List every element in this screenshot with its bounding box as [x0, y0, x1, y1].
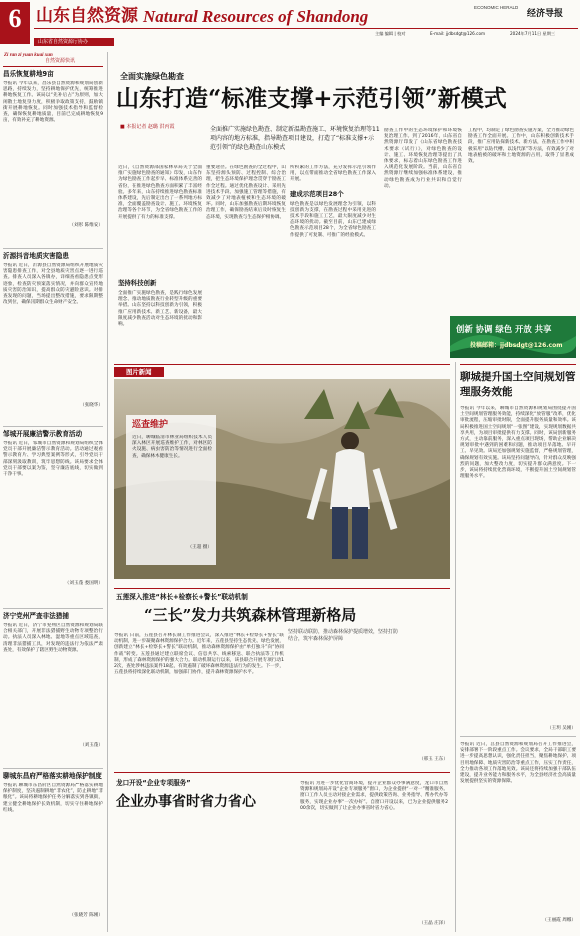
photo-news-section: [114, 364, 450, 582]
lead-col-1: [118, 165, 202, 335]
section-name: 经济导报: [527, 9, 564, 19]
mid-article-quote: 坚持联动联防，推动森林保护提质增效，坚持打防结合，筑牢森林保护屏障: [288, 629, 399, 642]
sidebar-item-author: （张晓华）: [80, 403, 103, 408]
mid-article: [114, 588, 450, 768]
masthead-cn-title: 山东自然资源: [36, 6, 138, 26]
lead-col-1-text: 近日，《自然资源部国家林草局关于全面推广实施绿色勘查的通知》印发，山东作为绿色勘查工作起步早、标准体系完善的省份，在推进绿色勘查方面积累了丰富经验。多年来，山东持续推进绿色勘查标准体系建设，先后制定出台了一系列地方标准，全面覆盖勘查设计、施工、环境恢复治理等各个环节，为全省绿色勘查工作的开展提供了有力的标准支撑。: [118, 165, 202, 220]
right-article-author: （王玥 吴刚）: [546, 726, 576, 731]
sidebar-logo-rule: [3, 66, 103, 67]
sidebar-item: [3, 70, 103, 229]
bottom-article-author: （王晶 庄泽）: [418, 921, 448, 926]
sidebar-item: [3, 772, 103, 919]
lead-col-2: 重要途径。在绿色勘查的全过程中，山东坚持源头预防、过程控制、综合治理，把生态环境保护理念贯穿于勘查工作全过程。通过优化勘查设计、采用先进技术手段、加强施工管理等措施，有效减少了对地表植被和生态环境的破坏。同时，山东加强勘查后期环境恢复治理工作，确保勘查结束后及时恢复生态环境，实现勘查与生态保护相协调。: [206, 165, 286, 220]
sidebar-item-body: 导报讯 近日，济宁市兖州区自然资源和规划局联合相关部门，开展非法猎捕野生动物专项整治行动。执法人员深入林地、湿地等重点区域巡查，清理非法猎捕工具，对发现的违法行为依法严肃查处，有效保护了辖区野生动物资源。: [3, 623, 103, 653]
photo-news-label: 图片新闻: [126, 368, 152, 376]
right-article-rule: [460, 364, 576, 365]
right-article-body: 导报讯 今年以来，聊城市自然资源和规划局围绕提升国土空间规划管理服务效能，持续深化“放管服”改革，优化审批流程，压缩审批时限，全面提升服务质量和效率。该局积极推进国土空间规划“一张图”建设，实现规划数据共享共用，为项目审批提供有力支撑。同时，该局创新服务方式，主动靠前服务，深入重点项目现场，帮助企业解决规划审批中遇到的困难和问题，推动项目早落地、早开工、早见效。该局还加强规划实施监督，严格规划管理，确保规划有效实施。该局坚持问题导向，针对群众反映强烈的问题，加大整改力度，切实提升群众满意度。下一步，该局将持续优化营商环境，不断提升国土空间规划管理服务水平。: [460, 406, 576, 480]
page-number: 6: [8, 4, 22, 33]
mid-article-author: （邢玉 王东）: [418, 757, 448, 762]
right-article2-author: （王丽霞 周娜）: [542, 918, 576, 923]
editor-line: 主编 编辑 | 校对: [375, 31, 406, 36]
sidebar-item-body: 导报讯 今年以来，昌乐县自然资源和规划局创新思路，持续发力，坚持耕地保护优先，统筹推进耕地恢复工作。该局以“先补后占”为原则，加大闲散土地复垦力度，积极争取政策支持，鼓励镇街开展耕地恢复。同时加强技术指导和监督检查，确保恢复耕地质量，目前已完成耕地恢复9亩，有效补充了耕地资源。: [3, 81, 103, 124]
right-article-title: 聊城提升国土空间规划管理服务效能: [460, 371, 576, 398]
sidebar-logo: Zi ran zi yuan kuai xun: [4, 53, 53, 58]
sidebar-item: [3, 252, 103, 409]
ad-banner: [450, 316, 576, 358]
sidebar-item: [3, 612, 103, 749]
sidebar-item-title: 邹城开展廉洁警示教育活动: [3, 430, 83, 438]
email-line: E-mail: jjdbsdgt@126.com: [430, 31, 486, 36]
sidebar-divider: [3, 426, 103, 427]
lead-kicker: 全面实施绿色勘查: [120, 72, 184, 81]
sidebar-item: [3, 430, 103, 587]
sidebar-item-body: 导报讯 聊城市东昌府区自然资源局严格落实耕地保护制度，坚决遏制耕地“非农化”，防止耕地“非粮化”。该局将耕地保护任务分解落实到各镇街，建立健全耕地保护长效机制，切实守住耕地保护红线。: [3, 783, 103, 813]
bottom-article: [114, 772, 450, 932]
photo-caption: 近日，聊城临清市林业局组织技术人员深入林区开展巡查维护工作，对林区防火设施、病虫害防治等情况进行全面检查，确保林木健康生长。: [132, 435, 212, 459]
photo-author: （王超 摄）: [187, 545, 212, 550]
sidebar-item-author: （张晓芳 陈刚）: [69, 913, 103, 918]
bottom-article-body: 导报讯 为进一步优化营商环境，提升企业群众办事满意度，龙口市自然资源和规划局开设“企业专项服务”窗口，为企业提供“一对一”精准服务。窗口工作人员主动对接企业需求，提供政策咨询、业务指导、帮办代办等服务，实现企业办事“一次办好”。自窗口开设以来，已为企业提供服务200余次，切实做到了让企业办事省时省力省心。: [300, 781, 448, 811]
lead-col-3-text: 所积累的工作方法，充分发挥示范引领作用，以点带面推动全省绿色勘查工作深入开展。: [290, 165, 376, 183]
lead-col-1b-text: 全面推广实施绿色勘查，是践行绿色发展理念、推动地质勘查行业转型升级的重要举措。山东坚持以科技创新为引领，积极推广应用新技术、新工艺、新设备，最大限度减少勘查活动对生态环境的扰动和影响。: [118, 291, 202, 328]
sidebar-divider: [3, 248, 103, 249]
sidebar-separator: [107, 52, 108, 932]
ad-slogan: 创新 协调 绿色 开放 共享: [456, 324, 552, 334]
date-line: 2024年7月11日 星期三: [510, 31, 556, 36]
sidebar-item-body: 导报讯 近日，邹城市自然资源和规划局组织全体党员干部开展廉洁警示教育活动。活动通过观看警示教育片、学习典型案例等形式，引导党员干部深刻汲取教训，筑牢思想防线。该局要求全体党员干部要以案为鉴，坚守廉洁底线，切实做到干净干事。: [3, 441, 103, 478]
right-article-divider: [460, 736, 576, 737]
sidebar-logo-sub: 自然资源快讯: [45, 58, 76, 64]
photo-caption-box: [126, 415, 216, 565]
ad-email: 投稿邮箱：jjdbsdgt@126.com: [470, 342, 563, 349]
mid-article-kicker: 五莲深入推进“林长+检察长+警长”联动机制: [116, 593, 248, 601]
lead-subhead-1: 坚持科技创新: [118, 279, 157, 287]
ad-leaf-graphic: [450, 316, 576, 358]
photo-title: 巡查维护: [132, 420, 169, 430]
sidebar-item-author: （刘玉蓬 娄国明）: [64, 581, 103, 586]
bottom-article-title: 企业办事省时省力省心: [116, 794, 256, 810]
mid-article-body: 导报讯 日前，五莲县召开林长制工作推进会议，深入推进“林长+检察长+警长”联动机制，进一步凝聚森林资源保护合力。近年来，五莲县坚持生态优先、绿色发展，创新建立“林长+检察长+警长”联动机制，推动森林资源保护由“单打独斗”向“协同作战”转变。五莲县通过建立联席会议、信息共享、线索移送、联合执法等工作机制，形成了森林资源保护的强大合力。联动机制运行以来，该县联合开展专项行动12次，查处涉林违法案件18起，有效遏制了破坏森林资源违法行为的发生。下一步，五莲县将持续深化联动机制，加强部门协作，提升森林资源保护水平。: [114, 633, 284, 676]
sidebar-divider: [3, 608, 103, 609]
lead-col-3: [290, 165, 376, 355]
sidebar-item-title: 昌乐恢复耕地9亩: [3, 70, 54, 78]
sidebar-item-author: （刘彤 陈维安）: [69, 223, 103, 228]
mid-article-title: “三长”发力共筑森林管理新格局: [144, 606, 357, 624]
sidebar-item-title: 沂源抖音地质灾害隐患: [3, 252, 69, 260]
lead-subhead-2: 建成示范项目28个: [290, 189, 344, 198]
masthead-rule: [34, 28, 578, 29]
right-article2-body: 导报讯 近日，莒县自然资源和规划局召开工作推进会，安排部署下一阶段重点工作。会议要求，全局干部职工要进一步提高思想认识，强化责任担当，聚焦耕地保护、项目用地保障、地质灾害防治等重点工作，压实工作责任，全力推动各项工作落地见效。该局还将持续加强干部队伍建设，提升业务能力和服务水平，为全县经济社会高质量发展提供坚实的资源保障。: [460, 742, 576, 785]
sidebar-item-author: （刘玉蓬）: [80, 743, 103, 748]
sidebar-item-body: 导报讯 近日，沂源县自然资源局组织开展地质灾害隐患排查工作，对全县地质灾害点逐一进行巡查。排查人员深入各镇办，详细查看隐患点变形迹象，检查防灾预案落实情况，并向群众宣传地质灾害防治知识，提高群众防灾避险意识。对排查发现的问题，当场提出整改措施，要求限期整改到位，确保汛期群众生命财产安全。: [3, 263, 103, 306]
news-brief-sidebar: [3, 52, 103, 932]
co-organizer-label: 山东省自然资源厅协办: [38, 39, 89, 45]
lead-col-4: 勘查工作中的生态环境保护和环境恢复治理工作。到了2016年，山东省自然资源厅印发了《山东省绿色勘查技术要求（试行）》，对绿色勘查的设计、施工、环境恢复治理等提出了具体要求，标志着山东绿色勘查工作进入规范化发展阶段。当前，山东省自然资源厅继续加强标准体系建设，推动绿色勘查成为行业共识和自觉行动。: [384, 128, 462, 189]
lead-summary: 全面推广实施绿色勘查、制定新温勘查施工、环境恢复治理等11项内容的地方标准，指导勘查项目建设，打造了“标准支撑+示范引领”的绿色勘查山东模式: [210, 126, 380, 151]
masthead: [0, 0, 580, 46]
sidebar-item-title: 聊城东昌府严格落实耕地保护制度: [3, 772, 102, 780]
right-column-separator: [455, 362, 456, 932]
bottom-article-kicker: 龙口开设“企业专项服务”: [116, 779, 191, 787]
lead-col-5: 工程中，均制定了绿色勘查实施方案，全力推动绿色勘查工作全面开展。工作中，山东积极创新技术手段，推广应用钻探新技术、新方法，在勘查工作中积极采用“以钻代槽、以浅代深”等方法，有效减少了对地表植被的破坏和土地资源的占用，取得了显著成效。: [468, 128, 574, 165]
lead-headline: 山东打造“标准支撑+示范引领”新模式: [116, 85, 507, 112]
lead-col-3b-text: 绿色勘查是以绿色发展理念为引领，以科技创新为支撑，在勘查过程中采用先进的技术手段和施工工艺，最大限度减少对生态环境的扰动。截至目前，山东已建成绿色勘查示范项目28个，为全省绿色勘查工作提供了可复制、可推广的经验模式。: [290, 201, 376, 238]
publication-en: ECONOMIC HERALD: [474, 5, 519, 10]
sidebar-item-title: 济宁党州严查非法猎捕: [3, 612, 69, 620]
lead-byline: ■ 本报记者 赵璐 洪丙霞: [120, 124, 175, 130]
sidebar-divider: [3, 768, 103, 769]
masthead-en-title: Natural Resources of Shandong: [143, 7, 369, 26]
